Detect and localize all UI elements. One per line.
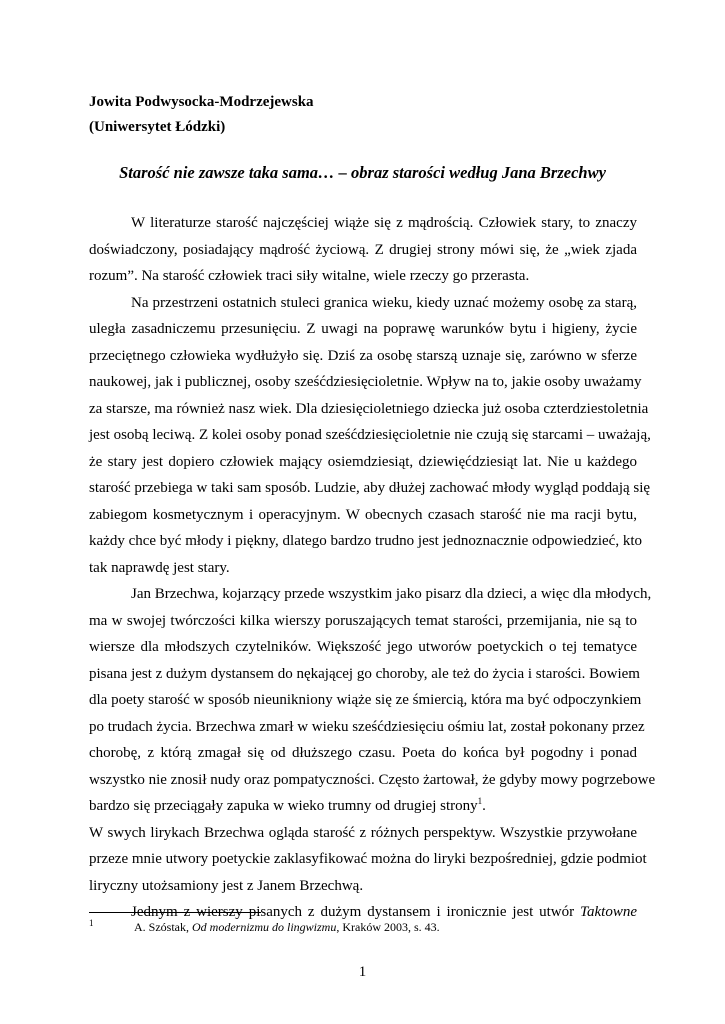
- text-line: W literaturze starość najczęściej wiąże się z mądrością. Człowiek stary, to znaczy: [131, 215, 637, 231]
- text-line: rozum”. Na starość człowiek traci siły witalne, wiele rzeczy go przerasta.: [89, 268, 530, 284]
- footnote-reference[interactable]: 1: [477, 796, 483, 806]
- footnote-separator: [89, 912, 261, 913]
- text-line: przeze mnie utwory poetyckie zaklasyfikować można do liryki bezpośredniej, gdzie podmiot: [89, 851, 647, 867]
- text-line: zabiegom kosmetycznym i operacyjnym. W obecnych czasach starość nie ma racji bytu,: [89, 506, 637, 523]
- text-line: każdy chce być młody i piękny, dlatego bardzo trudno jest jednoznacznie odpowiedzieć, kto: [89, 533, 643, 549]
- text-line: jest osobą leciwą. Z kolei osoby ponad sześćdziesięcioletnie nie czują się starcami – uważają,: [89, 427, 651, 443]
- poem-title: Taktowne: [580, 904, 637, 920]
- text-line: starość przebiega w taki sam sposób. Ludzie, aby dłużej zachować młody wygląd poddają się: [89, 480, 651, 496]
- text-line: W swych lirykach Brzechwa ogląda starość z różnych perspektyw. Wszystkie przywołane: [89, 824, 637, 841]
- text-line: po trudach życia. Brzechwa zmarł w wieku sześćdziesięciu ośmiu lat, został pokonany przez: [89, 718, 645, 735]
- text-line: tak naprawdę jest stary.: [89, 559, 230, 576]
- text-line: Na przestrzeni ostatnich stuleci granica wieku, kiedy uznać możemy osobę za starą,: [131, 294, 637, 311]
- text-line-content: Jednym z wierszy pisanych z dużym dystansem i ironicznie jest utwór: [131, 904, 581, 920]
- text-line: dla poety starość w sposób nieunikniony wiąże się ze śmiercią, która ma być odpoczynkiem: [89, 692, 642, 708]
- text-line: uległa zasadniczemu przesunięciu. Z uwagi na poprawę warunków bytu i higieny, życie: [89, 321, 637, 337]
- page-number: 1: [358, 964, 367, 980]
- text-line: doświadczony, posiadający mądrość życiową. Z drugiej strony mówi się, że „wiek zjada: [89, 241, 637, 258]
- body-text: [89, 210, 656, 926]
- footnote-text: [134, 918, 440, 936]
- text-line: za starsze, ma również nasz wiek. Dla dziesięcioletniego dziecka już osoba czterdziestoletnia: [89, 400, 649, 417]
- text-line-with-footnote: bardzo się przeciągały zapuka w wieko trumny od drugiej strony$^1$.: [89, 796, 486, 814]
- footnote-author: A. Szóstak,: [134, 920, 192, 934]
- text-line: Jan Brzechwa, kojarzący przede wszystkim jako pisarz dla dzieci, a więc dla młodych,: [131, 586, 652, 602]
- author-name: Jowita Podwysocka-Modrzejewska: [89, 94, 314, 110]
- text-line: wszystko nie znosił nudy oraz pompatyczności. Często żartował, że gdyby mowy pogrzebowe: [89, 771, 656, 788]
- text-line: liryczny utożsamiony jest z Janem Brzechwą.: [89, 877, 364, 894]
- paper-title: Starość nie zawsze taka sama… – obraz starości według Jana Brzechwy: [119, 163, 606, 182]
- footnote-details: , Kraków 2003, s. 43.: [336, 920, 440, 934]
- text-line: chorobę, z którą zmagał się od dłuższego czasu. Poeta do końca był pogodny i ponad: [89, 745, 637, 761]
- author-affiliation: (Uniwersytet Łódzki): [89, 119, 226, 135]
- footnote-work-title: Od modernizmu do lingwizmu: [192, 920, 337, 934]
- text-line: naukowej, jak i publicznej, osoby sześćdziesięcioletnie. Wpływ na to, jakie osoby uważamy: [89, 374, 642, 390]
- text-line: że stary jest dopiero człowiek mający osiemdziesiąt, dziewięćdziesiąt lat. Nie u każdego: [89, 453, 637, 470]
- text-line: przeciętnego człowieka wydłużyło się. Dziś za osobę starszą uznaje się, zarówno w sferze: [89, 347, 637, 364]
- footnote-number: 1: [89, 918, 94, 928]
- text-line-content: bardzo się przeciągały zapuka w wieko trumny od drugiej strony: [89, 798, 478, 814]
- text-line: wiersze dla młodszych czytelników. Większość jego utworów poetyckich o tej tematyce: [89, 639, 637, 655]
- text-line: ma w swojej twórczości kilka wierszy poruszających temat starości, przemijania, nie są to: [89, 612, 637, 629]
- text-line: pisana jest z dużym dystansem do nękającej go choroby, ale też do życia i starości. Bowiem: [89, 665, 640, 682]
